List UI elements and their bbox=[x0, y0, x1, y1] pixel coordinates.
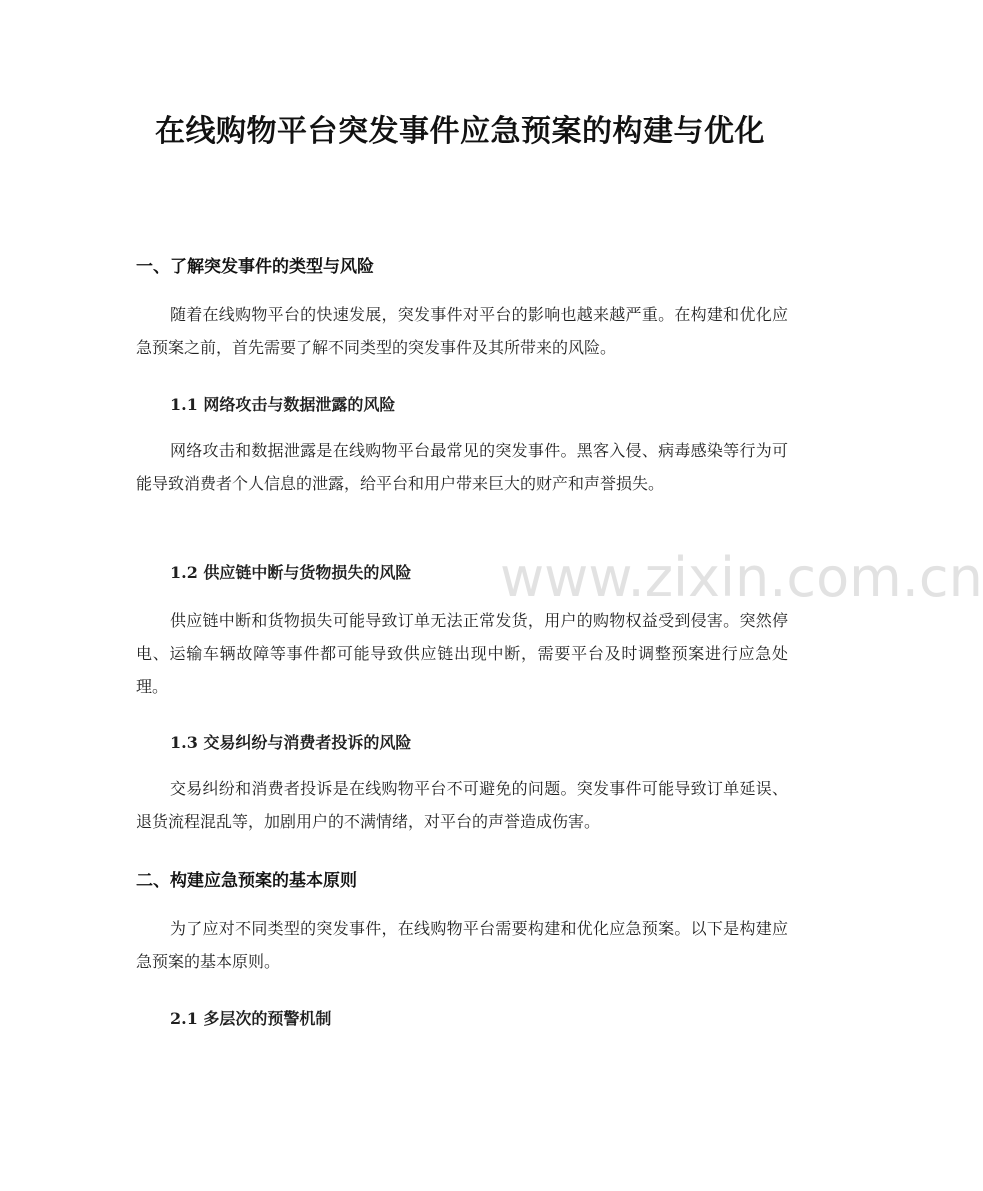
subsection-1-2-body: 供应链中断和货物损失可能导致订单无法正常发货，用户的购物权益受到侵害。突然停电、运输车辆故障等事件都可能导致供应链出现中断，需要平台及时调整预案进行应急处理。 bbox=[136, 611, 788, 696]
section-2-intro: 为了应对不同类型的突发事件，在线购物平台需要构建和优化应急预案。以下是构建应急预案的基本原则。 bbox=[136, 919, 788, 971]
section-1-intro: 随着在线购物平台的快速发展，突发事件对平台的影响也越来越严重。在构建和优化应急预案之前，首先需要了解不同类型的突发事件及其所带来的风险。 bbox=[136, 305, 788, 357]
subsection-1-1-body: 网络攻击和数据泄露是在线购物平台最常见的突发事件。黑客入侵、病毒感染等行为可能导致消费者个人信息的泄露，给平台和用户带来巨大的财产和声誉损失。 bbox=[136, 441, 788, 493]
subsection-2-1-heading: 2.1 多层次的预警机制 bbox=[170, 1009, 332, 1028]
section-2-heading: 二、构建应急预案的基本原则 bbox=[136, 871, 357, 891]
subsection-1-1-heading: 1.1 网络攻击与数据泄露的风险 bbox=[170, 395, 396, 414]
watermark: www.zixin.com.cn bbox=[500, 546, 983, 609]
section-1-heading: 一、了解突发事件的类型与风险 bbox=[136, 257, 374, 277]
subsection-1-2-heading: 1.2 供应链中断与货物损失的风险 bbox=[170, 563, 412, 582]
subsection-1-3-body: 交易纠纷和消费者投诉是在线购物平台不可避免的问题。突发事件可能导致订单延误、退货流程混乱等，加剧用户的不满情绪，对平台的声誉造成伤害。 bbox=[136, 779, 788, 831]
subsection-1-3-heading: 1.3 交易纠纷与消费者投诉的风险 bbox=[170, 733, 412, 752]
page-title: 在线购物平台突发事件应急预案的构建与优化 bbox=[155, 114, 765, 149]
